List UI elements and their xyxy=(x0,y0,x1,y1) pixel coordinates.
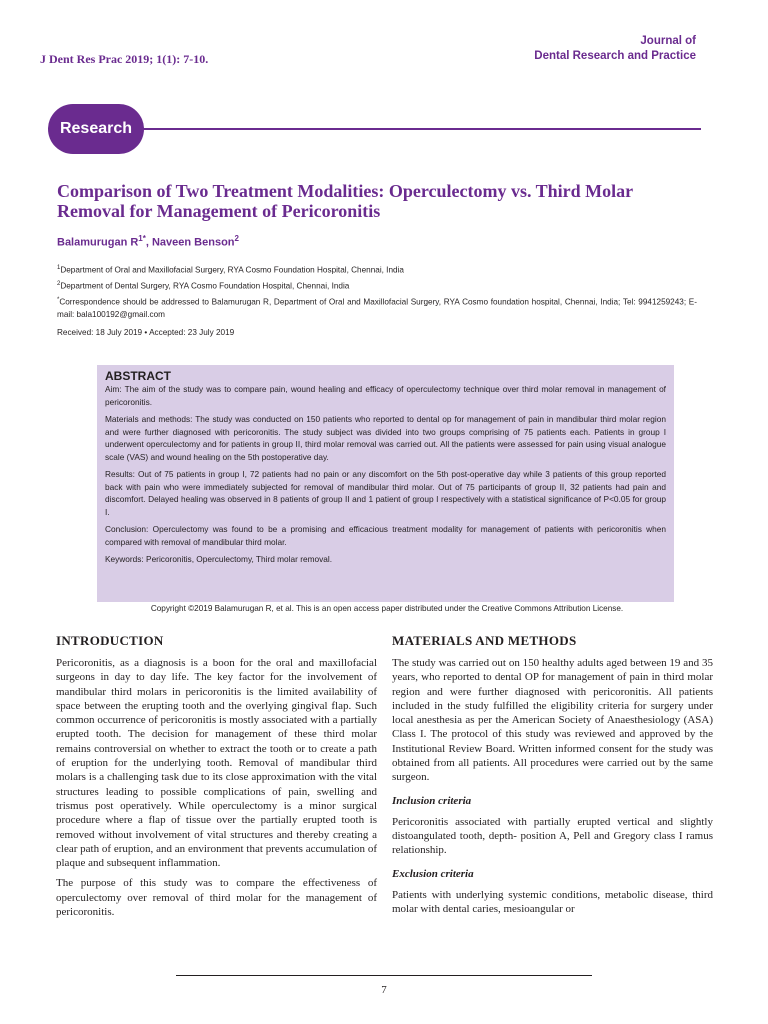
affiliation-mark: 1 xyxy=(57,265,61,271)
correspondence-text: Correspondence should be addressed to Balamurugan R, Department of Oral and Maxillofacial Surgery, RYA Cosmo foundation hospital, Chennai, India; Tel: 9941259243; E-mail: bala100192@gmail.com xyxy=(57,297,697,319)
journal-name xyxy=(534,34,696,64)
right-column xyxy=(392,632,713,916)
affiliation-text: Department of Dental Surgery, RYA Cosmo Foundation Hospital, Chennai, India xyxy=(60,281,350,291)
abstract-methods: Materials and methods: The study was conducted on 150 patients who reported to dental op for management of pain in mandibular third molar region and were further diagnosed with pericoronitis. The study subject was divided into two groups comprising of 75 patients each. Patients in group I underwent operculectomy and for patients in group II, third molar removal was carried out. All the patients were assessed for pain using visual analogue scale (VAS) and wound healing on the 5th postoperative day. xyxy=(105,414,666,462)
affiliation-mark: * xyxy=(57,297,60,303)
abstract-heading: ABSTRACT xyxy=(105,369,171,383)
author-name: Balamurugan R xyxy=(57,236,139,249)
abstract-keywords: Keywords: Pericoronitis, Operculectomy, Third molar removal. xyxy=(105,554,333,564)
author-list xyxy=(57,234,239,249)
affiliation xyxy=(57,262,697,277)
page-number: 7 xyxy=(381,984,387,996)
affiliation-text: Department of Oral and Maxillofacial Surgery, RYA Cosmo Foundation Hospital, Chennai, India xyxy=(60,265,404,275)
article-title: Comparison of Two Treatment Modalities: Operculectomy vs. Third Molar Removal for Management of Pericoronitis xyxy=(57,181,633,221)
copyright-notice: Copyright ©2019 Balamurugan R, et al. This is an open access paper distributed under the Creative Commons Attribution License. xyxy=(150,604,624,613)
affiliation xyxy=(57,278,697,293)
author-affiliation-mark: 1* xyxy=(138,234,146,243)
abstract-results: Results: Out of 75 patients in group I, 72 patients had no pain or any discomfort on the 5th post-operative day while 3 patients of this group reported back with pain who were immediately subjected for removal of mandibular third molar. Out of 75 participants of group II, 32 patients had pain and discomfort. Delayed healing was observed in 8 patients of group II and 1 patient of group I respectively with a statistical significance of P<0.05 for group I. xyxy=(105,469,666,517)
abstract-box xyxy=(97,365,674,602)
introduction-paragraph: Pericoronitis, as a diagnosis is a boon for the oral and maxillofacial surgeons in day to day life. The key factor for the involvement of mandibular third molars in pericoronitis is the limited availability of space between the erupting tooth and the overlying gingival flap. Such common occurrence of pericoronitis is mostly associated with a partially erupted tooth. The decision for management of these third molar remains controversial on whether to extract the tooth or to create a path of eruption for the underlying tooth. Removal of mandibular third molars is a challenging task due to its close approximation with the vital structures leading to possible complications of pain, swelling and trismus post operatively. While operculectomy is a minor surgical procedure where a flap of tissue over the partially erupted tooth is removed without involvement of vital structures and thereby creating a clear path of eruption, and an environment that prevents accumulation of plaque and subsequent inflammation. xyxy=(56,657,377,870)
author-affiliation-mark: 2 xyxy=(234,234,239,243)
inclusion-paragraph: Pericoronitis associated with partially erupted vertical and slightly distoangulated tooth, depth- position A, Pell and Gregory class I ramus relationship. xyxy=(392,815,713,857)
methods-heading: MATERIALS AND METHODS xyxy=(392,633,577,648)
footer-rule xyxy=(176,975,592,976)
affiliation-mark: 2 xyxy=(57,281,61,287)
abstract-conclusion: Conclusion: Operculectomy was found to be a promising and efficacious treatment modality for management of patients with pericoronitis when compared with removal of mandibular third molar. xyxy=(105,524,666,547)
methods-paragraph: The study was carried out on 150 healthy adults aged between 19 and 35 years, who reported to dental OP for management of pain in third molar region and were further diagnosed with pericoronitis. All patients included in the study fulfilled the eligibility criteria for surgery under local anesthesia as per the American Society of Anaesthesiology (ASA) Class I. The protocol of this study was reviewed and approved by the Institutional Review Board. Written informed consent for the study was obtained from all patients. All procedures were carried out by the same surgeon. xyxy=(392,657,713,784)
correspondence xyxy=(57,294,697,321)
exclusion-paragraph: Patients with underlying systemic conditions, metabolic disease, third molar with dental caries, mesioangular or xyxy=(392,888,713,915)
introduction-paragraph: The purpose of this study was to compare the effectiveness of operculectomy over removal of third molar for the management of pericoronitis. xyxy=(56,877,377,919)
section-rule xyxy=(140,128,701,130)
left-column xyxy=(56,632,377,919)
journal-citation: J Dent Res Prac 2019; 1(1): 7-10. xyxy=(40,52,209,66)
exclusion-heading: Exclusion criteria xyxy=(392,867,474,880)
research-badge: Research xyxy=(48,104,144,154)
author-name: Naveen Benson xyxy=(151,236,235,249)
inclusion-heading: Inclusion criteria xyxy=(392,794,472,807)
journal-name-line1: Journal of xyxy=(640,35,696,47)
abstract-aim: Aim: The aim of the study was to compare pain, wound healing and efficacy of operculectomy technique over third molar removal in management of pericoronitis. xyxy=(105,384,666,407)
author-separator: , xyxy=(145,236,152,249)
introduction-heading: INTRODUCTION xyxy=(56,633,164,648)
received-dates: Received: 18 July 2019 • Accepted: 23 July 2019 xyxy=(57,328,235,337)
journal-name-line2: Dental Research and Practice xyxy=(534,50,696,62)
